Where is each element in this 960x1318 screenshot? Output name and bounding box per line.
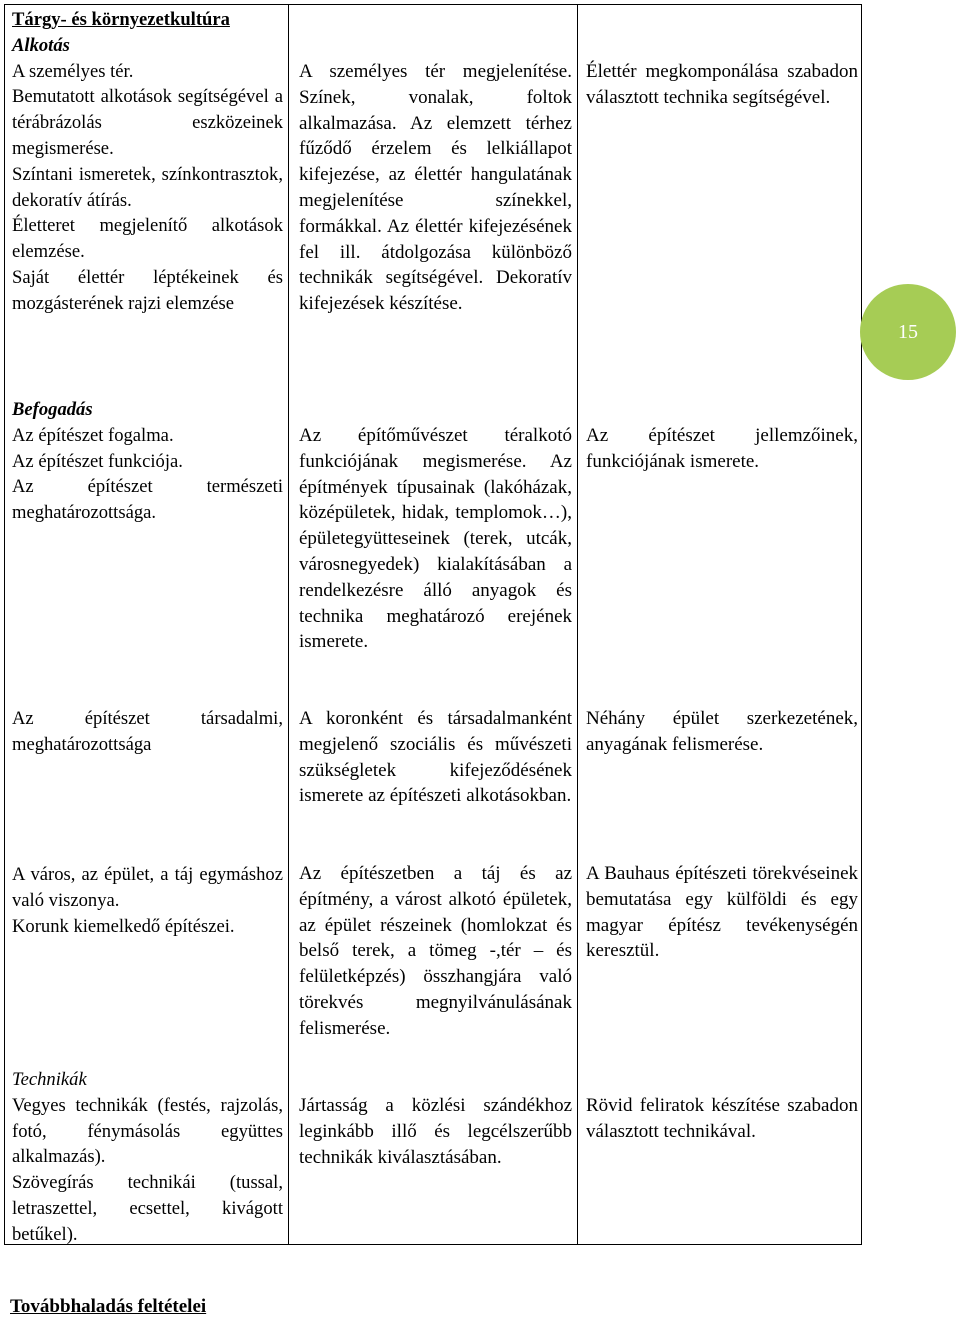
activity-paragraph: A koronként és társadalmanként megjelenő szociális és művészeti szükségletek kifejeződésének ismerete az építészeti alkotásokban. [299,708,572,807]
activity-paragraph: A személyes tér megjelenítése. Színek, vonalak, foltok alkalmazása. Az elemzett térhez fűződő érzelem és lelkiállapot kifejezése, az élettér hangulatának megjelenítése színekkel, formákkal. Az élettér kifejezésének fel ill. átdolgozása különböző technikák segítségével. Dekoratív kifejezések készítése. [299,61,572,315]
subject-heading: Tárgy- és környezetkultúra [12,9,230,30]
topic-line: Színtani ismeretek, színkontrasztok, dekoratív átírás. [12,163,283,211]
topic-line: Szövegírás technikái (tussal, letraszettel, ecsettel, kivágott betűkel). [12,1172,283,1245]
befogadas-heading: Befogadás [12,399,93,420]
tarsadalmi-block [12,706,283,758]
alkotas-block [12,7,283,317]
alkotas-heading: Alkotás [12,34,70,56]
outcome-paragraph: A Bauhaus építészeti törekvéseinek bemutatása egy külföldi és egy magyar építész tevékenységén keresztül. [586,863,858,962]
footer-heading: Továbbhaladás feltételei [10,1296,207,1317]
technikak-heading: Technikák [12,1069,87,1090]
topic-line: A személyes tér. [12,60,134,82]
outcome-paragraph: Élettér megkomponálása szabadon választott technika segítségével. [586,61,858,108]
column-divider [288,5,289,1244]
outcome-paragraph: Az építészet jellemzőinek, funkciójának ismerete. [586,425,858,472]
befogadas-block [12,397,283,526]
activity-paragraph: Jártasság a közlési szándékhoz leginkább illő és legcélszerűbb technikák kiválasztásában. [299,1095,572,1168]
column-divider [577,5,578,1244]
outcome-paragraph: Néhány épület szerkezetének, anyagának felismerése. [586,708,858,755]
technikak-block [12,1067,283,1248]
content-table [4,4,862,1245]
topic-line: Életteret megjelenítő alkotások elemzése. [12,215,283,263]
outcome-paragraph: Rövid feliratok készítése szabadon választott technikával. [586,1095,858,1142]
page-number-badge: 15 [860,284,956,380]
activity-paragraph: Az építőművészet téralkotó funkciójának megismerése. Az építmények típusainak (lakóházak, középületek, hidak, templomok…), épületegyütteseinek (terek, utcák, városnegyedek) kialakításában a rendelkezésre álló anyagok és technika meghatározó erejének ismerete. [299,425,572,653]
topic-line: Bemutatott alkotások segítségével a térábrázolás eszközeinek megismerése. [12,86,283,159]
varos-block [12,862,283,939]
topic-line: Korunk kiemelkedő építészei. [12,915,235,937]
topic-line: A város, az épület, a táj egymáshoz való viszonya. [12,864,283,911]
activity-paragraph: Az építészetben a táj és az építmény, a várost alkotó épületek, az épület részeinek (homlokzat és belső terek, a tömeg -,tér – és felületképzés) összhangjára való törekvés megnyilvánulásának felismerése. [299,863,572,1039]
topic-line: Az építészet társadalmi, meghatározottsága [12,708,283,755]
topic-line: Az építészet fogalma. [12,424,174,446]
topic-line: Az építészet funkciója. [12,450,183,472]
topic-line: Vegyes technikák (festés, rajzolás, fotó, fénymásolás együttes alkalmazás). [12,1094,283,1168]
topic-line: Saját élettér léptékeinek és mozgásterének rajzi elemzése [12,266,283,314]
topic-line: Az építészet természeti meghatározottsága. [12,476,283,524]
